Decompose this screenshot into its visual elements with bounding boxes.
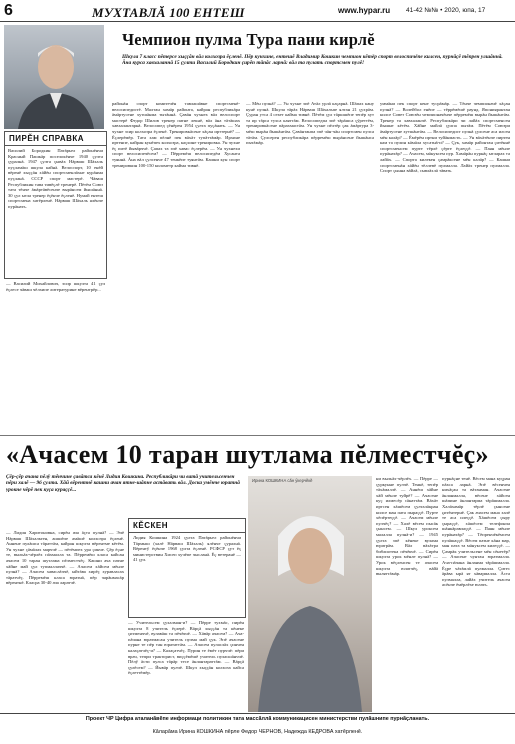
article2-headline: «Ачасем 10 таран шутлама пĕлместчĕç»: [6, 440, 489, 469]
article2-column-3: ни выльăх-чĕрлĕх. — Пĕрре — çуркунне пулчĕ. Тенкĕ, тепĕр тăхăмаллĕ. — Аннĕш хăйне хăй мĕнле туйрĕ? — Ачасене куç илмесĕр сăнаттăм. Вăхăт иртсен хăшĕсем çулталăкран килсе ман пата пыраççĕ. Пурте хĕпĕртеççĕ. — Ачасем мĕнле пулчĕç? — Халĕ вĕсем пысăк çынсем. — Шкул уроксем малалла пулнă-и? — 1945 çулта эпĕ кĕнеке вулама юратрăм. Вăл вăхăтра библиотека пĕчĕкчĕ. — Сирĕн шкулта урок мĕнле пулнă? — Урок вĕçленсен те ачасем шкулта юлатчĕç, вăйă выляттăмăр.: [376, 476, 438, 577]
elderly-woman-photo: [248, 476, 372, 712]
section-divider: [0, 435, 515, 436]
kesken-text: Лидия Кошкина 1924 çулта Патăрьел районĕнчи Тăрмыш (халĕ Нăрваш Шăхаль) ялĕнче çуралнă. Вĕрентӳ ĕçĕнче 1968 çулта ĕçленĕ. РСФСР çут ĕç министерствин Хисеп хучĕпе чысланă. Ĕç ветеранĕ — 41 çул.: [133, 535, 241, 563]
article1-column-2: районăн спорт комитечĕн тавлашăвне спортсменĕ-велосипедистĕ. Малтан хамăр районта, кайран республикăра ăмăртусене хутшăнма тытăннă. Çавăн чухнех вăл велоспорт мастерĕ Федор Шилов тренер патне лекнĕ, вăл ăна тăтăшах хавхалантарнă. Велосипед çĕнĕрен 1954 çулта пуçăнать. — Ун чухне эсир колхозра ĕçленĕ. Тренировкăсене хăçан ирттернĕ? — Ĕçлерĕмĕр. Тата хам пĕлнĕ пек вăхăт тупăттăмăр. Ирхине иртенпе, кайран кунĕпех колхозра, каçхине тренировка. Ун чухне ĕç питĕ йывăрччĕ. Çапах та эпĕ хавас ĕçлерĕм. — Ун чухнехи спорт велосипечĕсем? — Пĕрремĕш велосипедĕм Хусанта туяннă. Ăна вăл çулсенче 47 тенкĕпе туянтăм. Кашни кун спорт тренировкин 100-150 километр кайма тивнĕ.: [112, 101, 240, 168]
article1-column-4: уммăни пек спорт кене тусрăмăр. — Тĕнче чемпионачĕ хăçан пулнă? — Волейбол енĕпе — тĕррĕмĕшĕ раунд. Япониярантан килсе Совет Союзĕн чемпионачĕнче пĕрремĕш вырăн йышăнтăм. Тренер та хавхаланчĕ. Республикăри чи лайăх спортсменсен йышне кĕтĕм. Хăйне майлă çулпа пытăм. Пĕтĕм Союзри ăмăртусене хутшăнтăм. — Велосипедист пулнă çулсене аса илсен мĕн калăр? — Ĕмĕрĕм иртни туйăнмасть. — Ун вăхăтĕнче пиртен кам та пулин кăмăла хусатнă-и? — Çук, хамăр районтан çитĕннĕ спортсменсем пурте тĕрлĕ çĕрте ĕçлеççĕ. — Паян мĕнле пурăнатăр? — Ачасем, мăнуксем пур. Хамăрăн пурнăç ытларах та лайăх. — Спорта килекен çамрăксене мĕн калăр? — Кашни спортсменăн хăйĕн тĕллевĕ пулмалла. Лайăх тренер пулмалла. Спорт çынна вăйлă, сывлăхлă тăвать.: [380, 101, 510, 174]
photo-caption: Ирина КОШКИНА сăн ӳкерчĕкĕ: [252, 478, 313, 483]
article2-column-2: — Учительсем çухалман-и? — Пĕрре тухмăс, пирĕн шкулта 8 учитель ĕçлерĕ. Вăрçă хыççăн та кĕнеке çитменччĕ, вулавăш та пĕчĕкчĕ. — Хăвăр ачасем? — Ача-пăчана юратмасан учитель пулма май çук. Эпĕ ачасене пурне те пĕр тан юрататтăм. — Ачасем пуласлăх çинчен калаçатчĕç-и? — Калаçатчĕç. Пурин те ĕмĕт пурччĕ: пĕри врач, тепри тракторист, виççĕмĕшĕ учитель пуласшăнччĕ. Пĕлӳ ăсти пулса тăрăр тесе ăнлантараттăм. — Вăрçă çулĕсем? — Йывăр пулчĕ. Шкул хыççăн колхоза кайса ĕçлеттĕмĕр.: [128, 620, 244, 676]
footer-credits: Кăларăма Ирина КОШКИНА пĕрле Федор ЧЕРНОВ, Надежда КЕДРОВА хатĕрленĕ.: [152, 729, 363, 735]
masthead-title: МУХТАВЛĂ 100 ЕНТЕШ: [92, 5, 245, 20]
article2-lede: Çĕр-çĕр ачана пĕлÿ тĕнчине çавăтса кĕнĕ Лидия Кошкина. Республикăри чи ватă учительсенчен пĕри халĕ — 96 çулта. Хăй вĕрентнĕ кашни ачан ятне-шăпне астăвать вăл. Доска умĕнче юратнă урокне чĕрĕ пек куçа кураççĕ...: [6, 474, 240, 493]
header-divider: [0, 21, 515, 22]
article2-column-4: пурнăçне тенĕ. Вĕсем мана куçран пăхса ларнă. Эпĕ вĕсенчен нихăçан та вăтанман. Ачасене ăнланмалла, вĕсене хăйсен шăпине ăнлантарма тăрăшмалла. Халăхамăр тĕрлĕ çынсене ҫитĕнтернĕ. Çак ачасем мана халĕ те аса илеççĕ. Хăшĕсем çыру çыраççĕ, хăшĕсем телефонпа шăнкăравлаççĕ. — Паян мĕнле пурăнатăр? — Тĕпренчĕкĕмсем пулăшаççĕ. Вĕсем патне кăна мар, ман пата та мăнуксем килеççĕ. — Çамрăк учительсене мĕн сĕнетĕр? — Ачасене чунтан юратмалла. Ача-пăчана ăнланма тăрăшмалла. Ĕçре чăтăмлă пулмалла. Çитес ăрăва ырă ят хăвармалла. Ăста пулмалла, лайăх учитель ачасен асĕнче ĕмĕрлĕхе юлать.: [442, 476, 510, 588]
article1-lede: Шкула 7 класс пĕтерсе хыççăн вăл колхозра ĕçленĕ. Пĕр кунхине, ентешĕ Владимир Кошкин чемпион кĕтěр спорт велоспичěпе килсен, пурнăçĕ тĕпрен улшăннă. Ăна курса хавхаланнă 15 çулти Василий Бородкин çирĕп тăпăс ларнă: вăл та пулать спортсмен пулĕ!: [122, 54, 503, 67]
footer-divider: [0, 713, 515, 714]
info-box-kesken: [128, 518, 246, 618]
page-number: 6: [4, 2, 13, 19]
article1-column-1: — Василий Михайлович, эсир шкулта 41 çул ĕçлесе чăваш чĕлхипе литературине вĕрентрĕр...: [6, 281, 105, 292]
issue-info: 41-42 №№ • 2020, юпа, 17: [406, 7, 486, 14]
site-url[interactable]: www.hypar.ru: [338, 6, 391, 15]
woman-illustration: [248, 476, 372, 712]
info-box-spravka: [4, 131, 107, 279]
info-box-text: Василий Бородкин Патăрьел районĕнчи Красный Пашкăр поселокĕнче 1940 çулта çуралнă. 1947 çулта çывăх Нăрваш Шăхаль пуçламăш шкула кайнă. Велоспорт, 10 енĕй вĕренĕ хыççăн хăйĕн спортсменлăхне курăнма пуçланă. СССР спорт мастерĕ. Чăваш Республикин тава тивĕçлĕ тренерĕ. Пĕтĕм Союз тата тĕнче ăмăртăвĕсенче вырăнсем йышăннă. 30 çул ытла тренер ĕçĕнче ĕçленĕ. Нумай ентеш спортсмена хатĕрленĕ. Нăрваш Шăхаль ялĕнче пурăнать.: [8, 148, 103, 209]
article2-column-1: — Лидия Харитоновна, сирĕн ача ăçта пулнă? — Эпĕ Нăрваш Шăхальтен, ашшĕпе амăшĕ колхозра ĕçленĕ. Аннене пулăшса тăраттăм, кайран шкулта вĕрентме кĕтĕм. Ун чухне çăмăлах марччĕ — пĕтĕмпех ура çинче. Çĕр ĕçне те, выльăх-чĕрлĕх пăхмалла та. Пĕрремĕш класа кайсан ачасем 10 таран шутлама пĕлместчĕç. Кашни ача патне хăйне май çул тупмаллаччĕ. — Ачасем хăйсем мĕнле пулнă? — Ачасем хаваслăччĕ, ыйтăва хирĕç хуравласах тăратчĕç. Пĕрремĕш класа юратнă, пĕр чарăнмасăр вĕрентнĕ. Класра 30-40 ача ларатчĕ.: [6, 530, 124, 586]
article1-column-3: — Мĕн пулнă? — Ун чухне эпĕ Атăл урлă каçарнă. Шăпах кану кунĕ пулнă. Шкула тăрăх Нăрваш Шăхальпе ялтан 21 çухрăм. Çуран утса 4 сехет кайма тивнĕ. Пĕтĕм çул тăршшĕпе тепĕр хут та ир тăрса тухса каяттăм. Велосипедпа эпĕ тăрăшса çӳреттĕм, тренировкăсене пăрахмастăм. Ун чухне пĕлтĕр çак ăмăртура 3-мĕш вырăн йышăнтăм. Çавăнтанпа эпĕ чăн-чăн спортсмен пулса тăтăм. Çулсерен республикăра пĕрремĕш вырăнсене йышăнса пытăмăр.: [246, 101, 374, 146]
portrait-illustration: [4, 25, 104, 129]
info-box-title: ПИРĔН СПРАВКА: [5, 132, 106, 146]
footer-project-note: Проект ЧР Цифра аталанăвĕпе информаци политикин тата массăллă коммуникацисен министерстви пулăшнипе пурнăçланать.: [85, 716, 430, 722]
article1-headline: Чемпион пулма Тура пани кирлĕ: [122, 30, 375, 49]
kesken-title: КĔСКЕН: [129, 519, 245, 533]
portrait-photo: [4, 25, 104, 129]
